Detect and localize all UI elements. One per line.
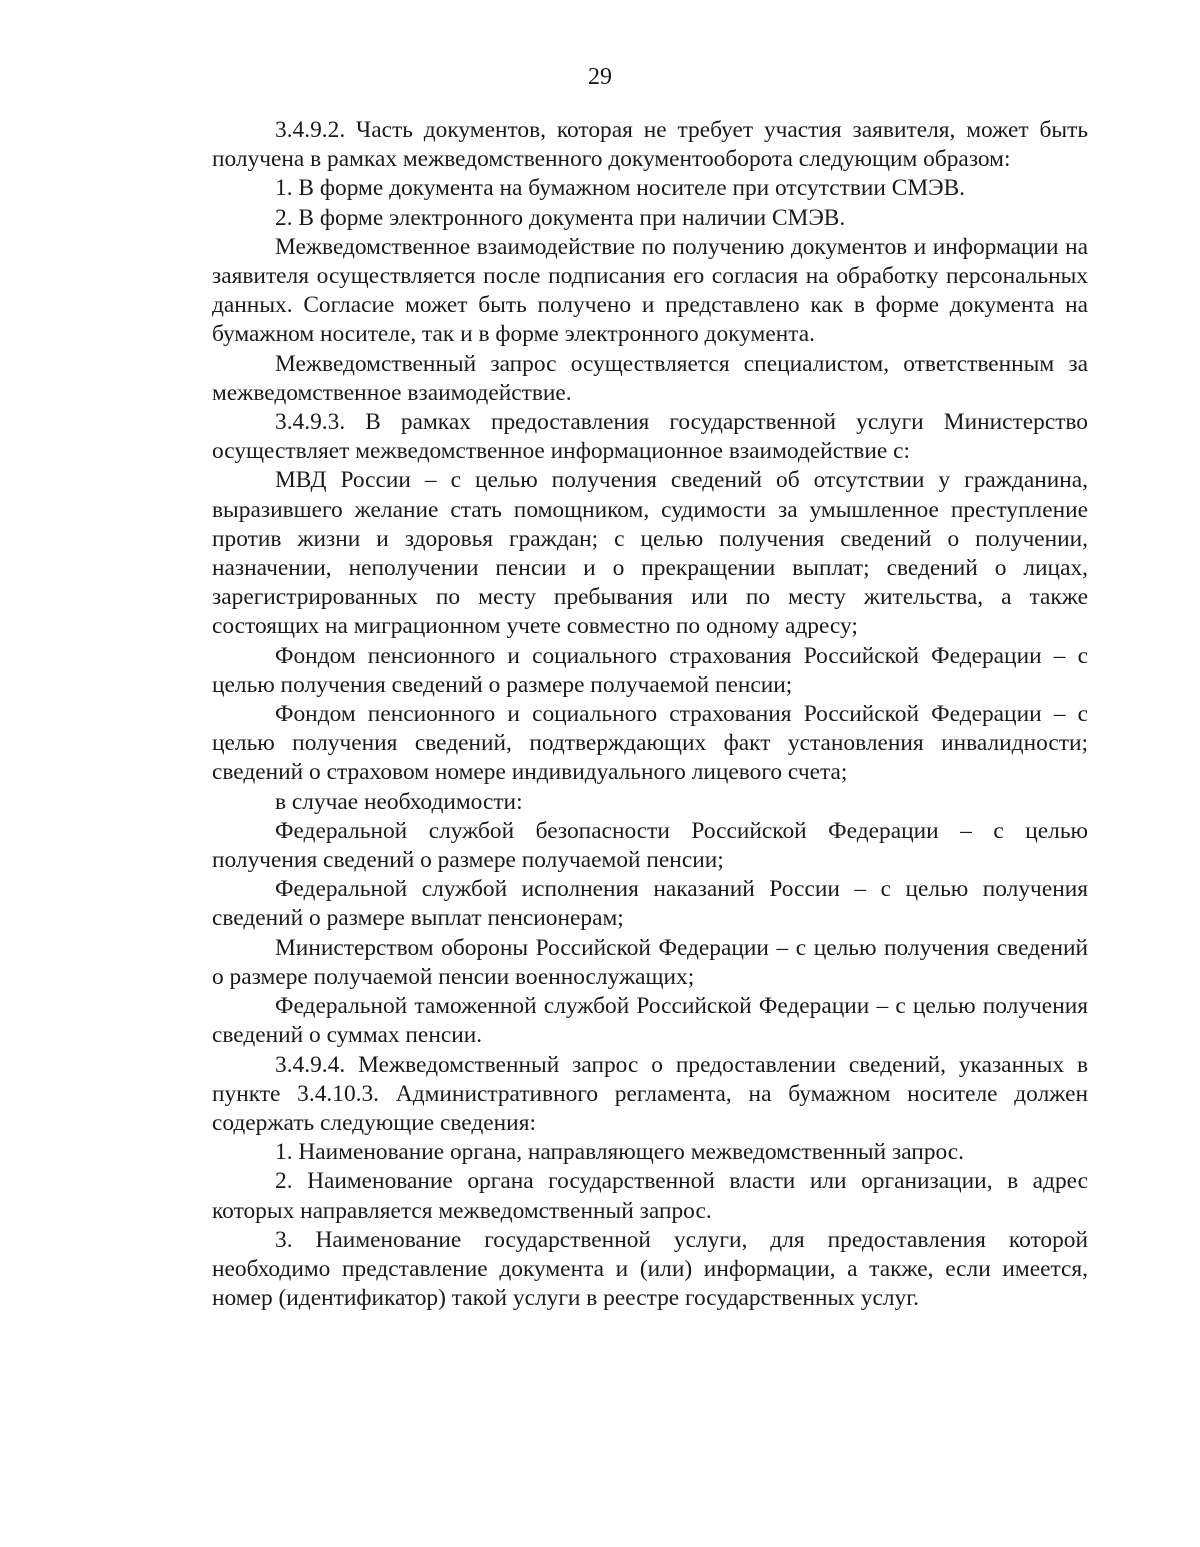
paragraph: в случае необходимости:: [275, 788, 523, 815]
paragraph: Федеральной службой исполнения наказаний России – с целью получения сведений о размере выплат пенсионерам;: [212, 876, 1088, 932]
paragraph: 3.4.9.4. Межведомственный запрос о предоставлении сведений, указанных в пункте 3.4.10.3. Административного регламента, на бумажном носителе должен содержать следующие сведения:: [212, 1051, 1088, 1136]
paragraph: Министерством обороны Российской Федерации – с целью получения сведений о размере получаемой пенсии военнослужащих;: [212, 934, 1088, 990]
paragraph: Федеральной таможенной службой Российской Федерации – с целью получения сведений о суммах пенсии.: [212, 993, 1088, 1049]
paragraph: 1. Наименование органа, направляющего межведомственный запрос.: [275, 1139, 965, 1166]
paragraph: Федеральной службой безопасности Российской Федерации – с целью получения сведений о размере получаемой пенсии;: [212, 817, 1088, 874]
paragraph: Фондом пенсионного и социального страхования Российской Федерации – с целью получения сведений, подтверждающих факт установления инвалидности; сведений о страховом номере индивидуального лицевого счета;: [212, 701, 1088, 786]
paragraph: 1. В форме документа на бумажном носителе при отсутствии СМЭВ.: [275, 175, 966, 202]
paragraph: Межведомственное взаимодействие по получению документов и информации на заявителя осуществляется после подписания его согласия на обработку персональных данных. Согласие может быть получено и представлено как в форме документа на бумажном носителе, так и в форме электронного документа.: [212, 233, 1088, 348]
paragraph: Межведомственный запрос осуществляется специалистом, ответственным за межведомственное взаимодействие.: [212, 350, 1088, 406]
document-body: [212, 116, 1088, 1313]
paragraph: Фондом пенсионного и социального страхования Российской Федерации – с целью получения сведений о размере получаемой пенсии;: [212, 642, 1088, 698]
page-number: 29: [588, 64, 612, 90]
paragraph: 3.4.9.3. В рамках предоставления государственной услуги Министерство осуществляет межведомственное информационное взаимодействие с:: [212, 409, 1088, 465]
paragraph: МВД России – с целью получения сведений об отсутствии у гражданина, выразившего желание стать помощником, судимости за умышленное преступление против жизни и здоровья граждан; с целью получения сведений о получении, назначении, неполучении пенсии и о прекращении выплат; сведений о лицах, зарегистрированных по месту пребывания или по месту жительства, а также состоящих на миграционном учете совместно по одному адресу;: [212, 467, 1088, 640]
paragraph: 3. Наименование государственной услуги, для предоставления которой необходимо представление документа и (или) информации, а также, если имеется, номер (идентификатор) такой услуги в реестре государственных услуг.: [212, 1226, 1088, 1312]
paragraph: 2. В форме электронного документа при наличии СМЭВ.: [275, 204, 846, 231]
paragraph: 2. Наименование органа государственной власти или организации, в адрес которых направляется межведомственный запрос.: [212, 1168, 1088, 1224]
paragraph: 3.4.9.2. Часть документов, которая не требует участия заявителя, может быть получена в рамках межведомственного документооборота следующим образом:: [212, 117, 1088, 173]
